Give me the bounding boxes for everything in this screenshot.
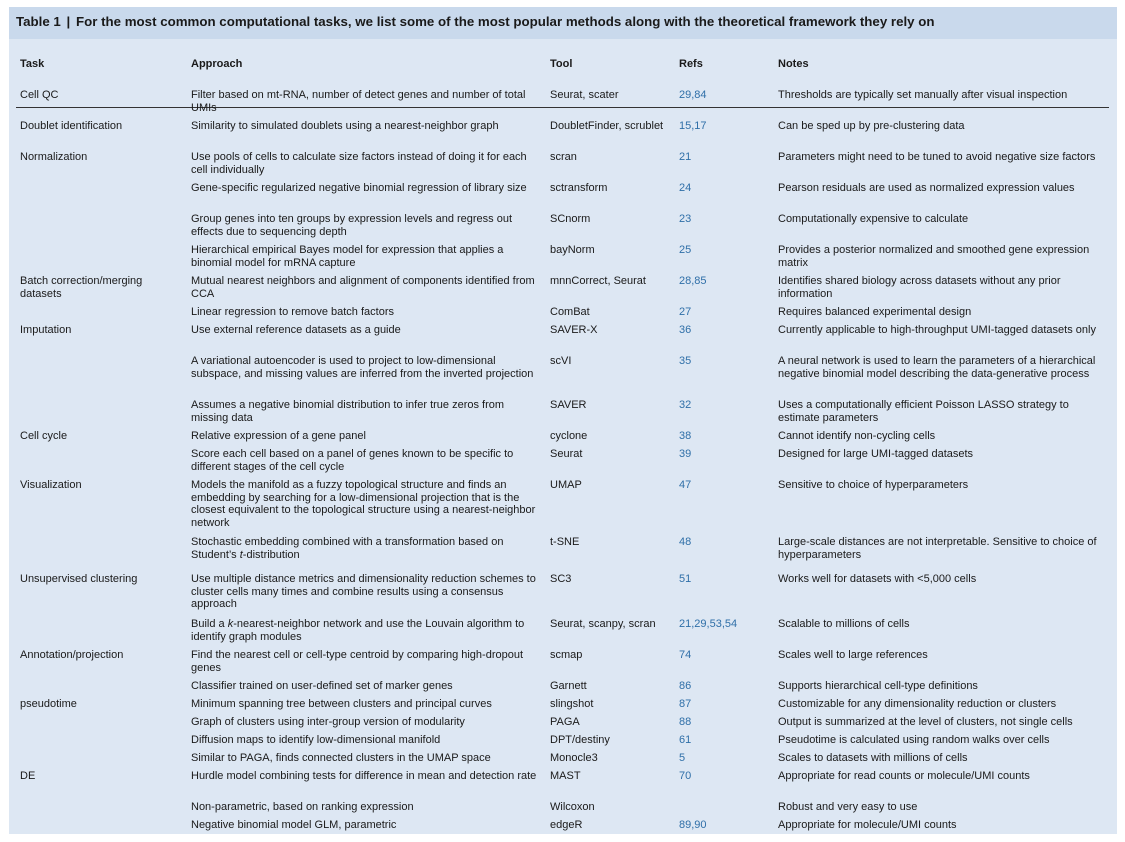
approach-italic: k <box>227 618 234 630</box>
tool-cell: Seurat, scater <box>550 89 619 101</box>
approach-cell: Minimum spanning tree between clusters and principal curves <box>191 698 492 710</box>
task-cell: DE <box>20 770 36 782</box>
tool-cell: t-SNE <box>550 536 580 548</box>
task-cell: Batch correction/merging datasets <box>20 275 143 300</box>
tool-cell: SCnorm <box>550 213 591 225</box>
refs-link[interactable]: 39 <box>679 448 692 460</box>
task-cell: Normalization <box>20 151 88 163</box>
approach-cell: Graph of clusters using inter-group version of modularity <box>191 716 465 728</box>
refs-link[interactable]: 23 <box>679 213 692 225</box>
approach-cell: Mutual nearest neighbors and alignment of components identified from CCA <box>191 275 535 300</box>
approach-cell: Linear regression to remove batch factors <box>191 306 394 318</box>
approach-cell: Classifier trained on user-defined set of marker genes <box>191 680 453 692</box>
refs-link[interactable]: 35 <box>679 355 692 367</box>
refs-link[interactable]: 25 <box>679 244 692 256</box>
task-cell: pseudotime <box>20 698 77 710</box>
notes-cell: Requires balanced experimental design <box>778 306 972 318</box>
tool-cell: Garnett <box>550 680 587 692</box>
refs-link[interactable]: 5 <box>679 752 686 764</box>
approach-cell: Group genes into ten groups by expression levels and regress out effects due to sequencing depth <box>191 213 513 238</box>
header-refs: Refs <box>679 58 703 70</box>
approach-cell: Negative binomial model GLM, parametric <box>191 819 397 831</box>
table-body <box>9 7 1117 834</box>
approach-cell: Gene-specific regularized negative binomial regression of library size <box>191 182 527 194</box>
refs-link[interactable]: 29,84 <box>679 89 707 101</box>
approach-cell: Diffusion maps to identify low-dimensional manifold <box>191 734 441 746</box>
approach-cell: Filter based on mt-RNA, number of detect genes and number of total UMIs <box>191 89 526 114</box>
tool-cell: Seurat <box>550 448 583 460</box>
header-notes: Notes <box>778 58 809 70</box>
task-cell: Imputation <box>20 324 72 336</box>
tool-cell: slingshot <box>550 698 594 710</box>
approach-cell <box>191 618 543 643</box>
approach-cell: Hierarchical empirical Bayes model for expression that applies a binomial model for mRNA capture <box>191 244 504 269</box>
task-cell: Unsupervised clustering <box>20 573 138 585</box>
refs-link[interactable]: 32 <box>679 399 692 411</box>
notes-cell: Scales well to large references <box>778 649 928 661</box>
notes-cell: A neural network is used to learn the parameters of a hierarchical negative binomial model describing the data-generative process <box>778 355 1096 380</box>
approach-text: -distribution <box>242 548 300 561</box>
approach-cell: Relative expression of a gene panel <box>191 430 366 442</box>
approach-cell: Score each cell based on a panel of genes known to be specific to different stages of the cell cycle <box>191 448 514 473</box>
approach-cell: Assumes a negative binomial distribution to infer true zeros from missing data <box>191 399 505 424</box>
tool-cell: ComBat <box>550 306 590 318</box>
notes-cell: Designed for large UMI-tagged datasets <box>778 448 974 460</box>
refs-link[interactable]: 15,17 <box>679 120 707 132</box>
refs-link[interactable]: 47 <box>679 479 692 491</box>
notes-cell: Large-scale distances are not interpretable. Sensitive to choice of hyperparameters <box>778 536 1097 561</box>
notes-cell: Thresholds are typically set manually after visual inspection <box>778 89 1068 101</box>
tool-cell: SC3 <box>550 573 572 585</box>
tool-cell: bayNorm <box>550 244 595 256</box>
notes-cell: Works well for datasets with <5,000 cells <box>778 573 977 585</box>
task-cell: Visualization <box>20 479 82 491</box>
tool-cell: scmap <box>550 649 583 661</box>
refs-link[interactable]: 86 <box>679 680 692 692</box>
tool-cell: PAGA <box>550 716 580 728</box>
notes-cell: Uses a computationally efficient Poisson LASSO strategy to estimate parameters <box>778 399 1069 424</box>
header-tool: Tool <box>550 58 573 70</box>
header-task: Task <box>20 58 45 70</box>
approach-cell: Use multiple distance metrics and dimensionality reduction schemes to cluster cells many times and combine results using a consensus approach <box>191 573 536 611</box>
caption-separator: | <box>66 14 71 29</box>
tool-cell: Monocle3 <box>550 752 598 764</box>
refs-link[interactable]: 88 <box>679 716 692 728</box>
tool-cell: scVI <box>550 355 572 367</box>
refs-link[interactable]: 21 <box>679 151 692 163</box>
tool-cell: MAST <box>550 770 581 782</box>
refs-link[interactable]: 51 <box>679 573 692 585</box>
approach-cell <box>191 536 543 561</box>
refs-link[interactable]: 21,29,53,54 <box>679 618 738 630</box>
tool-cell: edgeR <box>550 819 583 831</box>
tool-cell: SAVER <box>550 399 587 411</box>
notes-cell: Identifies shared biology across datasets without any prior information <box>778 275 1061 300</box>
approach-cell: Use pools of cells to calculate size factors instead of doing it for each cell individually <box>191 151 527 176</box>
refs-link[interactable]: 89,90 <box>679 819 707 831</box>
notes-cell: Can be sped up by pre-clustering data <box>778 120 965 132</box>
notes-cell: Currently applicable to high-throughput UMI-tagged datasets only <box>778 324 1096 336</box>
task-cell: Cell cycle <box>20 430 68 442</box>
tool-cell: cyclone <box>550 430 588 442</box>
notes-cell: Scales to datasets with millions of cells <box>778 752 968 764</box>
refs-link[interactable]: 74 <box>679 649 692 661</box>
refs-link[interactable]: 24 <box>679 182 692 194</box>
notes-cell: Provides a posterior normalized and smoothed gene expression matrix <box>778 244 1090 269</box>
notes-cell: Output is summarized at the level of clusters, not single cells <box>778 716 1073 728</box>
caption-text: For the most common computational tasks, we list some of the most popular methods along with the theoretical framework they rely on <box>75 14 935 29</box>
approach-cell: Hurdle model combining tests for difference in mean and detection rate <box>191 770 537 782</box>
refs-link[interactable]: 48 <box>679 536 692 548</box>
notes-cell: Robust and very easy to use <box>778 801 918 813</box>
header-approach: Approach <box>191 58 243 70</box>
approach-cell: A variational autoencoder is used to project to low-dimensional subspace, and missing values are inferred from the inverted projection <box>191 355 534 380</box>
refs-link[interactable]: 61 <box>679 734 692 746</box>
approach-cell: Similar to PAGA, finds connected clusters in the UMAP space <box>191 752 491 764</box>
task-cell: Doublet identification <box>20 120 123 132</box>
tool-cell: mnnCorrect, Seurat <box>550 275 646 287</box>
notes-cell: Supports hierarchical cell-type definitions <box>778 680 978 692</box>
notes-cell: Parameters might need to be tuned to avoid negative size factors <box>778 151 1096 163</box>
task-cell: Cell QC <box>20 89 59 101</box>
tool-cell: SAVER-X <box>550 324 598 336</box>
tool-cell: UMAP <box>550 479 582 491</box>
tool-cell: Seurat, scanpy, scran <box>550 618 656 630</box>
approach-cell: Non-parametric, based on ranking expression <box>191 801 414 813</box>
approach-cell: Models the manifold as a fuzzy topological structure and finds an embedding by searching for a low-dimensional projection that is the closest equivalent to the topological structure using a nearest-neighbor network <box>191 479 536 529</box>
refs-link[interactable]: 87 <box>679 698 692 710</box>
table-frame <box>9 7 1117 834</box>
notes-cell: Pearson residuals are used as normalized expression values <box>778 182 1075 194</box>
tool-cell: DPT/destiny <box>550 734 610 746</box>
approach-text: -nearest-neighbor network and use the Louvain algorithm to identify graph modules <box>191 618 525 643</box>
tool-cell: DoubletFinder, scrublet <box>550 120 664 132</box>
approach-cell: Use external reference datasets as a guide <box>191 324 401 336</box>
notes-cell: Scalable to millions of cells <box>778 618 910 630</box>
notes-cell: Customizable for any dimensionality reduction or clusters <box>778 698 1057 710</box>
approach-text: Build a <box>191 618 228 630</box>
approach-cell: Find the nearest cell or cell-type centroid by comparing high-dropout genes <box>191 649 524 674</box>
notes-cell: Computationally expensive to calculate <box>778 213 969 225</box>
refs-link[interactable]: 70 <box>679 770 692 782</box>
refs-link[interactable]: 38 <box>679 430 692 442</box>
refs-link[interactable]: 27 <box>679 306 692 318</box>
notes-cell: Appropriate for read counts or molecule/UMI counts <box>778 770 1030 782</box>
refs-link[interactable]: 36 <box>679 324 692 336</box>
approach-italic: t <box>239 548 243 561</box>
approach-cell: Similarity to simulated doublets using a nearest-neighbor graph <box>191 120 499 132</box>
notes-cell: Pseudotime is calculated using random walks over cells <box>778 734 1050 746</box>
tool-cell: scran <box>550 151 577 163</box>
table-label: Table 1 <box>16 14 61 29</box>
notes-cell: Cannot identify non-cycling cells <box>778 430 936 442</box>
refs-link[interactable]: 28,85 <box>679 275 707 287</box>
task-cell: Annotation/projection <box>20 649 124 661</box>
notes-cell: Appropriate for molecule/UMI counts <box>778 819 957 831</box>
tool-cell: Wilcoxon <box>550 801 595 813</box>
tool-cell: sctransform <box>550 182 608 194</box>
notes-cell: Sensitive to choice of hyperparameters <box>778 479 969 491</box>
approach-text: Stochastic embedding combined with a transformation based on Student’s <box>191 536 504 561</box>
